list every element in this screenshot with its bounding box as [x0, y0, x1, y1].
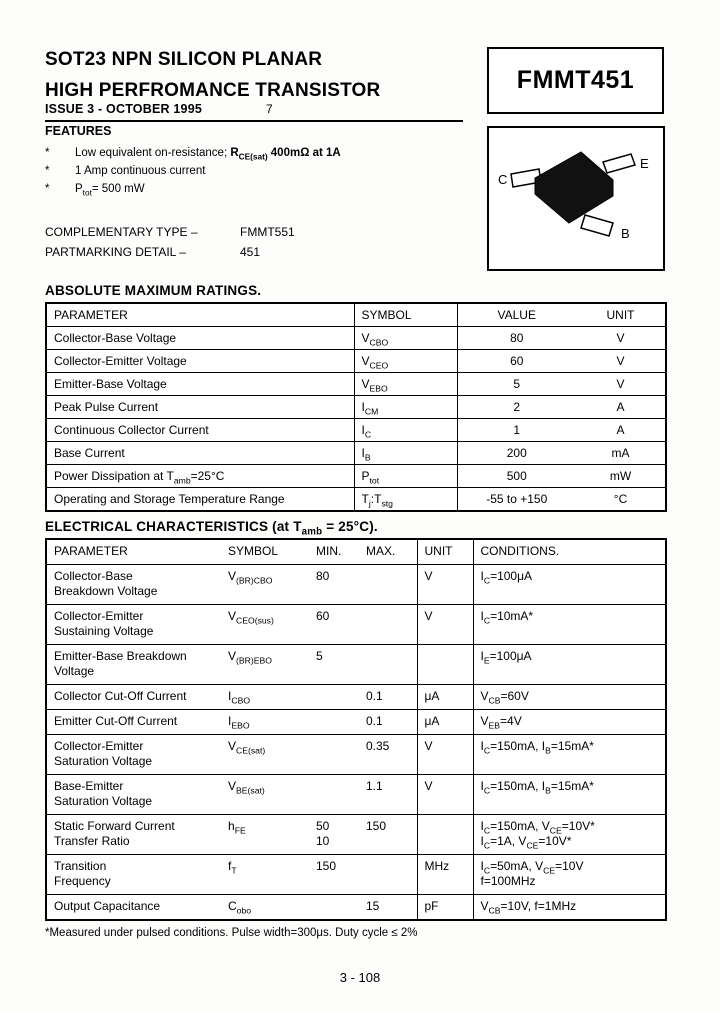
cell-unit: V — [417, 735, 473, 775]
header-min: MIN. — [316, 544, 342, 558]
cell-value: 500 — [457, 465, 576, 488]
issue-mark: 7 — [266, 102, 273, 116]
feature-text: Low equivalent on-resistance; $R_{CE(sat)}$ 400mΩ at 1A — [75, 147, 341, 162]
cell-parameter: Collector Cut-Off Current — [46, 685, 221, 710]
complementary-type-label: COMPLEMENTARY TYPE – — [45, 225, 198, 239]
feature-item — [45, 180, 470, 198]
cell-parameter: Collector-Base Voltage — [46, 327, 354, 350]
cell-symbol: $V_{CBO}$ — [354, 327, 457, 350]
cell-parameter: Emitter-Base Voltage — [46, 373, 354, 396]
cell-min — [309, 775, 359, 815]
cell-conditions: $V_{CB}=10V$, f=1MHz — [473, 895, 666, 921]
table-row — [46, 442, 666, 465]
cell-parameter: Power Dissipation at $T_{amb}=25^\circ C$ — [46, 465, 354, 488]
cell-parameter: Collector-Base Breakdown Voltage — [46, 565, 221, 605]
features-section — [45, 124, 470, 262]
cell-unit: V — [417, 605, 473, 645]
table-row — [46, 488, 666, 512]
bullet: * — [45, 147, 50, 159]
cell-min: 60 — [309, 605, 359, 645]
cell-conditions: $I_C=150mA$, $V_{CE}=10V*$ $I_C=1A$, $V_{CE}=10V*$ — [473, 815, 666, 855]
pin-label-b: B — [621, 226, 630, 241]
cell-symbol: $f_T$ — [221, 855, 309, 895]
cell-unit: mW — [576, 465, 666, 488]
cell-conditions: $I_E=100\mu A$ — [473, 645, 666, 685]
cell-parameter: Operating and Storage Temperature Range — [46, 488, 354, 512]
cell-max: 0.35 — [359, 735, 417, 775]
cell-unit: V — [576, 373, 666, 396]
cell-min — [309, 735, 359, 775]
feature-text: $P_{tot}= 500$ mW — [75, 183, 145, 198]
cell-value: 1 — [457, 419, 576, 442]
table-row — [46, 710, 666, 735]
header-unit: UNIT — [606, 308, 635, 322]
cell-min — [309, 685, 359, 710]
bullet: * — [45, 183, 50, 195]
cell-value: 60 — [457, 350, 576, 373]
cell-parameter: Peak Pulse Current — [46, 396, 354, 419]
part-number: FMMT451 — [516, 66, 635, 94]
cell-conditions: $I_C=10mA*$ — [473, 605, 666, 645]
cell-symbol: $T_j:T_{stg}$ — [354, 488, 457, 512]
cell-unit: mA — [576, 442, 666, 465]
header-symbol: SYMBOL — [228, 544, 279, 558]
cell-min: 50 10 — [309, 815, 359, 855]
cell-parameter: Output Capacitance — [46, 895, 221, 921]
cell-unit: V — [576, 327, 666, 350]
cell-conditions: $I_C=150mA$, $I_B=15mA*$ — [473, 735, 666, 775]
cell-max — [359, 645, 417, 685]
abs-max-table — [45, 302, 667, 512]
cell-symbol: $h_{FE}$ — [221, 815, 309, 855]
abs-max-heading: ABSOLUTE MAXIMUM RATINGS. — [45, 283, 262, 298]
cell-unit: MHz — [417, 855, 473, 895]
cell-value: 80 — [457, 327, 576, 350]
cell-unit: A — [576, 396, 666, 419]
ratings-section — [45, 283, 665, 939]
issue-text: ISSUE 3 - OCTOBER 1995 — [45, 102, 203, 116]
cell-unit: pF — [417, 895, 473, 921]
issue-row — [45, 102, 463, 122]
complementary-section — [45, 222, 470, 262]
cell-symbol: $I_{CBO}$ — [221, 685, 309, 710]
table-row — [46, 565, 666, 605]
cell-symbol: $V_{CEO}$ — [354, 350, 457, 373]
table-row — [46, 895, 666, 921]
cell-unit: V — [576, 350, 666, 373]
feature-item — [45, 144, 470, 162]
base-lead — [581, 215, 613, 236]
cell-conditions: $V_{EB}=4V$ — [473, 710, 666, 735]
table-header-row — [46, 303, 666, 327]
cell-symbol: $I_{CM}$ — [354, 396, 457, 419]
cell-value: -55 to +150 — [457, 488, 576, 512]
elec-heading: ELECTRICAL CHARACTERISTICS (at $T_{amb} = 25^\circ C$). — [45, 519, 378, 538]
cell-parameter: Collector-Emitter Sustaining Voltage — [46, 605, 221, 645]
cell-symbol: $I_{EBO}$ — [221, 710, 309, 735]
cell-parameter: Base-Emitter Saturation Voltage — [46, 775, 221, 815]
table-row — [46, 605, 666, 645]
partmarking-detail-row — [45, 242, 470, 262]
package-diagram-box — [487, 126, 665, 271]
cell-parameter: Base Current — [46, 442, 354, 465]
cell-conditions: $I_C=150mA$, $I_B=15mA*$ — [473, 775, 666, 815]
table-row — [46, 645, 666, 685]
table-row — [46, 327, 666, 350]
features-heading: FEATURES — [45, 124, 112, 138]
cell-min: 80 — [309, 565, 359, 605]
emitter-lead — [603, 154, 635, 173]
cell-unit: A — [576, 419, 666, 442]
cell-parameter: Emitter Cut-Off Current — [46, 710, 221, 735]
elec-table — [45, 538, 667, 921]
cell-unit: V — [417, 775, 473, 815]
bullet: * — [45, 165, 50, 177]
cell-parameter: Continuous Collector Current — [46, 419, 354, 442]
cell-value: 5 — [457, 373, 576, 396]
package-body — [535, 152, 613, 223]
cell-unit: μA — [417, 685, 473, 710]
header-parameter: PARAMETER — [46, 303, 354, 327]
header-parameter: PARAMETER — [54, 544, 128, 558]
cell-conditions: $I_C=100\mu A$ — [473, 565, 666, 605]
cell-parameter: Transition Frequency — [46, 855, 221, 895]
cell-parameter: Static Forward Current Transfer Ratio — [46, 815, 221, 855]
title-line-1: SOT23 NPN SILICON PLANAR — [45, 49, 323, 70]
cell-max: 15 — [359, 895, 417, 921]
cell-max — [359, 855, 417, 895]
cell-symbol: $I_B$ — [354, 442, 457, 465]
table-header-row — [46, 539, 666, 565]
table-row — [46, 855, 666, 895]
feature-text: 1 Amp continuous current — [75, 165, 206, 177]
table-row — [46, 465, 666, 488]
footnote: *Measured under pulsed conditions. Pulse width=300μs. Duty cycle ≤ 2% — [45, 927, 418, 939]
cell-max: 150 — [359, 815, 417, 855]
table-row — [46, 350, 666, 373]
table-row — [46, 775, 666, 815]
cell-symbol: $C_{obo}$ — [221, 895, 309, 921]
cell-min — [309, 895, 359, 921]
header-max: MAX. — [366, 544, 396, 558]
cell-max: 1.1 — [359, 775, 417, 815]
page-title — [45, 44, 475, 106]
table-row — [46, 685, 666, 710]
cell-symbol: $V_{(BR)CBO}$ — [221, 565, 309, 605]
cell-parameter: Collector-Emitter Voltage — [46, 350, 354, 373]
cell-symbol: $V_{BE(sat)}$ — [221, 775, 309, 815]
cell-parameter: Emitter-Base Breakdown Voltage — [46, 645, 221, 685]
cell-symbol: $I_C$ — [354, 419, 457, 442]
table-row — [46, 735, 666, 775]
cell-symbol: $V_{EBO}$ — [354, 373, 457, 396]
cell-value: 2 — [457, 396, 576, 419]
header-unit: UNIT — [417, 539, 473, 565]
cell-unit — [417, 815, 473, 855]
cell-unit: V — [417, 565, 473, 605]
feature-item — [45, 162, 470, 180]
table-row — [46, 419, 666, 442]
cell-min — [309, 710, 359, 735]
cell-unit: μA — [417, 710, 473, 735]
part-number-box — [487, 47, 664, 114]
cell-symbol: $V_{CEO(sus)}$ — [221, 605, 309, 645]
title-line-2: HIGH PERFROMANCE TRANSISTOR — [45, 80, 381, 101]
cell-max: 0.1 — [359, 710, 417, 735]
partmarking-detail-label: PARTMARKING DETAIL – — [45, 245, 186, 259]
header-value: VALUE — [497, 308, 536, 322]
header-conditions: CONDITIONS. — [473, 539, 666, 565]
cell-symbol: $P_{tot}$ — [354, 465, 457, 488]
complementary-type-row — [45, 222, 470, 242]
elec-table-body — [46, 565, 666, 921]
cell-conditions: $I_C=50mA$, $V_{CE}=10V$ f=100MHz — [473, 855, 666, 895]
cell-symbol: $V_{CE(sat)}$ — [221, 735, 309, 775]
cell-min: 150 — [309, 855, 359, 895]
cell-symbol: $V_{(BR)EBO}$ — [221, 645, 309, 685]
pin-label-c: C — [498, 172, 508, 187]
table-row — [46, 373, 666, 396]
abs-max-table-body — [46, 327, 666, 512]
pin-label-e: E — [640, 156, 649, 171]
cell-parameter: Collector-Emitter Saturation Voltage — [46, 735, 221, 775]
table-row — [46, 396, 666, 419]
table-row — [46, 815, 666, 855]
cell-max — [359, 605, 417, 645]
cell-min: 5 — [309, 645, 359, 685]
cell-unit: °C — [576, 488, 666, 512]
sot23-package-illustration — [489, 128, 663, 269]
cell-max: 0.1 — [359, 685, 417, 710]
complementary-type-value: FMMT551 — [240, 225, 295, 239]
page-number: 3 - 108 — [339, 970, 381, 985]
partmarking-detail-value: 451 — [240, 245, 261, 259]
header-symbol: SYMBOL — [354, 303, 457, 327]
cell-max — [359, 565, 417, 605]
cell-conditions: $V_{CB}=60V$ — [473, 685, 666, 710]
cell-unit — [417, 645, 473, 685]
cell-value: 200 — [457, 442, 576, 465]
